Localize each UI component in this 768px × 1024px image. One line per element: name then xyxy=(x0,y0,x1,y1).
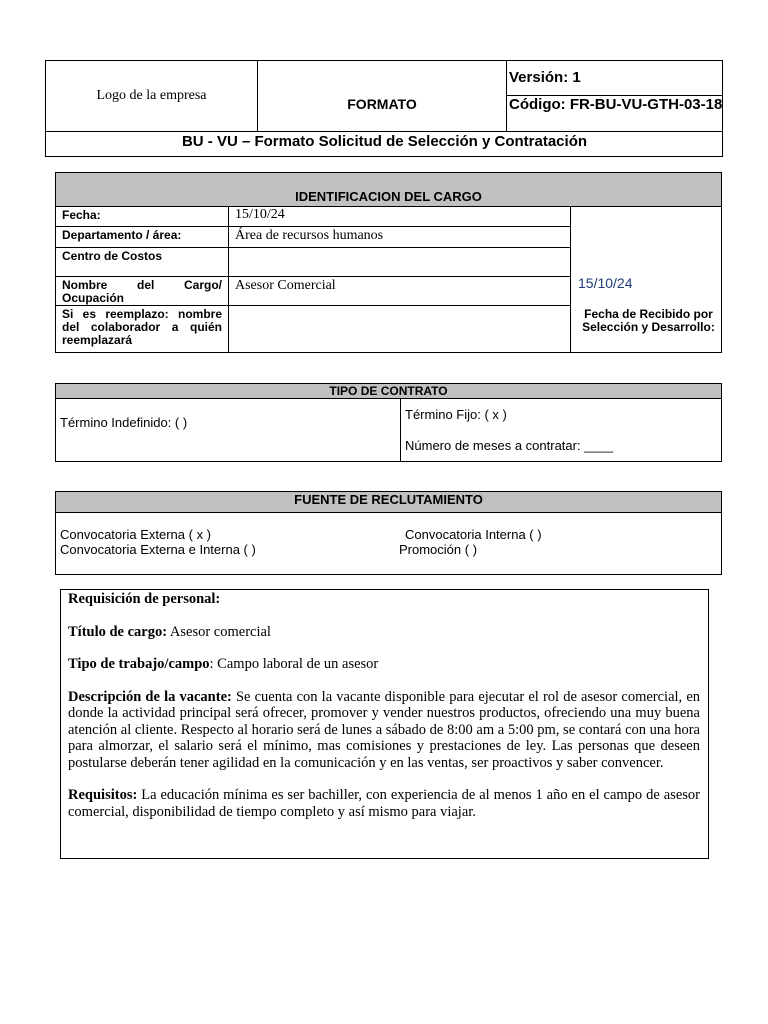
titulo-cargo-value: Asesor comercial xyxy=(167,623,271,640)
promocion-option[interactable]: Promoción ( ) xyxy=(399,542,478,557)
departamento-value[interactable]: Área de recursos humanos xyxy=(235,228,384,243)
company-logo-placeholder: Logo de la empresa xyxy=(46,61,258,131)
section-title: FUENTE DE RECLUTAMIENTO xyxy=(56,492,721,513)
section-title: IDENTIFICACION DEL CARGO xyxy=(56,173,721,207)
version-label: Versión: 1 xyxy=(507,61,723,96)
recruitment-source-section xyxy=(55,491,722,575)
fecha-recibido-label: Fecha de Recibido por Selección y Desarrollo: xyxy=(582,307,715,334)
convocatoria-externa-option[interactable]: Convocatoria Externa ( x ) xyxy=(60,527,212,542)
descripcion-vacante-value: Se cuenta con la vacante disponible para ejecutar el rol de asesor comercial, en donde la actividad principal será ofrecer, promover y vender nuestros productos, ofreciendo una muy buena atención al cliente. Respecto al horario será de lunes a sábado de 8:00 am a 5:00 pm, se contará con una hora para almorzar, el salario será el mínimo, mas comisiones y prestaciones de ley. Las personas que deseen postularse deberán tener agilidad en la comunicación y en las ventas, ser proactivos y saber convencer. xyxy=(68,688,700,771)
nombre-cargo-value[interactable]: Asesor Comercial xyxy=(235,278,336,293)
tipo-trabajo-value: : Campo laboral de un asesor xyxy=(209,656,379,672)
nombre-cargo-label: Nombre del Cargo/ Ocupación xyxy=(62,278,222,305)
tipo-trabajo-label: Tipo de trabajo/campo xyxy=(68,656,210,672)
fecha-recibido-value[interactable]: 15/10/24 xyxy=(578,275,633,291)
meses-contratar-field[interactable]: Número de meses a contratar: ____ xyxy=(405,438,614,453)
document-title: BU - VU – Formato Solicitud de Selección y Contratación xyxy=(46,131,723,157)
convocatoria-externa-interna-option[interactable]: Convocatoria Externa e Interna ( ) xyxy=(60,542,256,557)
descripcion-vacante-label: Descripción de la vacante: xyxy=(68,688,232,705)
titulo-cargo-label: Título de cargo: xyxy=(68,623,168,640)
termino-fijo-option[interactable]: Término Fijo: ( x ) xyxy=(405,407,507,422)
centro-costos-label: Centro de Costos xyxy=(62,249,163,263)
termino-indefinido-option[interactable]: Término Indefinido: ( ) xyxy=(60,415,188,430)
centro-costos-value[interactable] xyxy=(229,248,570,276)
departamento-label: Departamento / área: xyxy=(62,228,182,242)
reemplazo-label: Si es reemplazo: nombre del colaborador a quién reemplazará xyxy=(62,307,222,347)
job-identification-section xyxy=(55,172,722,353)
requisitos-value: La educación mínima es ser bachiller, con experiencia de al menos 1 año en el campo de asesor comercial, disponibilidad de tiempo completo y así mismo para viajar. xyxy=(68,787,700,820)
column-divider xyxy=(400,399,401,461)
requisicion-title: Requisición de personal: xyxy=(68,591,221,607)
reemplazo-value[interactable] xyxy=(229,306,570,352)
contract-type-section xyxy=(55,383,722,462)
convocatoria-interna-option[interactable]: Convocatoria Interna ( ) xyxy=(405,527,542,542)
personnel-requisition-box xyxy=(60,589,709,859)
fecha-label: Fecha: xyxy=(62,208,101,222)
code-label: Código: FR-BU-VU-GTH-03-18 xyxy=(509,96,723,113)
section-title: TIPO DE CONTRATO xyxy=(56,384,721,399)
column-divider xyxy=(570,207,571,352)
format-label: FORMATO xyxy=(258,61,507,131)
fecha-value[interactable]: 15/10/24 xyxy=(235,207,285,222)
document-header xyxy=(45,60,723,157)
requisitos-label: Requisitos: xyxy=(68,787,138,803)
